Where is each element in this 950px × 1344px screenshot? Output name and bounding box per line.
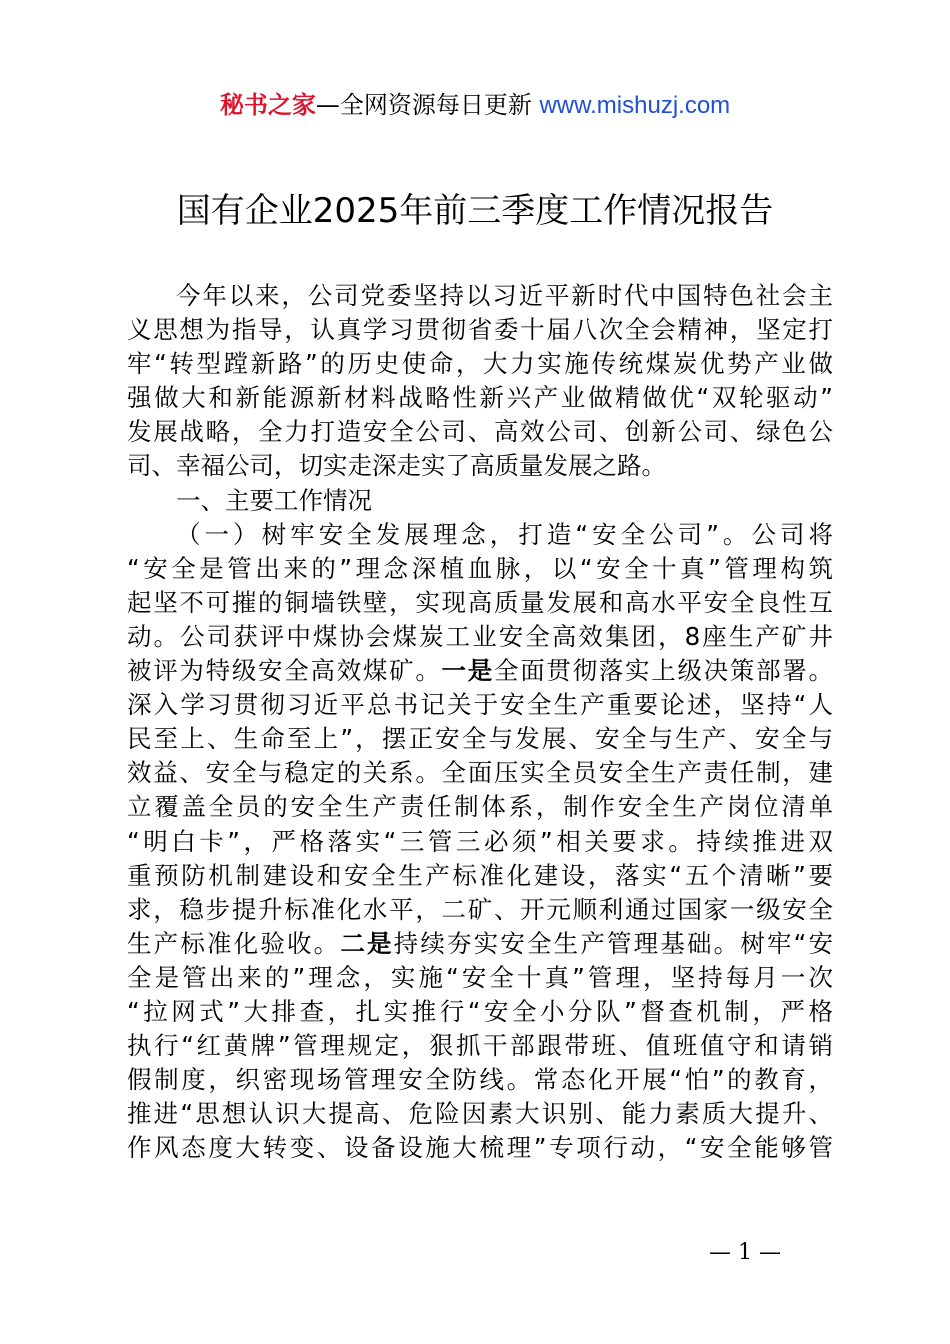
paragraph-line: 发展战略，全力打造安全公司、高效公司、创新公司、绿色公 (127, 417, 833, 447)
paragraph-line: 今年以来，公司党委坚持以习近平新时代中国特色社会主 (176, 281, 833, 310)
emphasis-marker: 二是 (340, 928, 394, 958)
paragraph-line: 义思想为指导，认真学习贯彻省委十届八次全会精神，坚定打 (127, 315, 833, 345)
paragraph-line: 牢“转型蹚新路”的历史使命，大力实施传统煤炭优势产业做 (127, 349, 833, 379)
paragraph-line (127, 654, 833, 688)
paragraph-line: 动。公司获评中煤协会煤炭工业安全高效集团，8座生产矿井 (127, 621, 833, 651)
paragraph-line: 效益、安全与稳定的关系。全面压实全员安全生产责任制，建 (127, 758, 833, 788)
paragraph-line: 求，稳步提升标准化水平，二矿、开元顺利通过国家一级安全 (127, 894, 833, 924)
line-text: 被评为特级安全高效煤矿。 (127, 656, 442, 686)
paragraph-line: 假制度，织密现场管理安全防线。常态化开展“怕”的教育， (127, 1065, 833, 1095)
section-heading: 一、主要工作情况 (176, 485, 372, 515)
paragraph-line: 全是管出来的”理念，实施“安全十真”管理，坚持每月一次 (127, 962, 833, 992)
line-text: 生产标准化验收。 (127, 928, 341, 958)
paragraph-line (127, 927, 833, 961)
site-url[interactable]: www.mishuzj.com (539, 92, 731, 119)
paragraph-line: 立覆盖全员的安全生产责任制体系，制作安全生产岗位清单 (127, 792, 833, 822)
paragraph-line: “明白卡”，严格落实“三管三必须”相关要求。持续推进双 (127, 826, 833, 856)
emphasis-marker: 一是 (441, 656, 494, 686)
line-text: 持续夯实安全生产管理基础。树牢“安 (393, 928, 834, 958)
line-text: 全面贯彻落实上级决策部署。 (493, 656, 834, 686)
site-slogan: —全网资源每日更新 (315, 91, 540, 119)
subsection-heading-line: （一）树牢安全发展理念，打造“安全公司”。公司将 (176, 519, 833, 549)
paragraph-line: 民至上、生命至上”，摆正安全与发展、安全与生产、安全与 (127, 724, 833, 754)
page-number: — 1 — (709, 1240, 781, 1265)
paragraph-line: 执行“红黄牌”管理规定，狠抓干部跟带班、值班值守和请销 (127, 1031, 833, 1061)
document-body (127, 279, 833, 1165)
paragraph-line: 作风态度大转变、设备设施大梳理”专项行动，“安全能够管 (127, 1133, 833, 1163)
paragraph-line: 司、幸福公司，切实走深走实了高质量发展之路。 (127, 451, 666, 481)
paragraph-line: 重预防机制建设和安全生产标准化建设，落实“五个清晰”要 (127, 860, 833, 890)
site-banner (0, 88, 950, 123)
paragraph-line: 起坚不可摧的铜墙铁壁，实现高质量发展和高水平安全良性互 (127, 587, 833, 617)
site-brand: 秘书之家 (219, 91, 316, 119)
paragraph-line: 强做大和新能源新材料战略性新兴产业做精做优“双轮驱动” (127, 383, 833, 413)
paragraph-line: “拉网式”大排查，扎实推行“安全小分队”督查机制，严格 (127, 996, 833, 1026)
paragraph-line: 深入学习贯彻习近平总书记关于安全生产重要论述，坚持“人 (127, 690, 833, 720)
document-title: 国有企业2025年前三季度工作情况报告 (176, 191, 774, 231)
paragraph-line: “安全是管出来的”理念深植血脉，以“安全十真”管理构筑 (127, 553, 833, 583)
paragraph-line: 推进“思想认识大提高、危险因素大识别、能力素质大提升、 (127, 1099, 833, 1129)
